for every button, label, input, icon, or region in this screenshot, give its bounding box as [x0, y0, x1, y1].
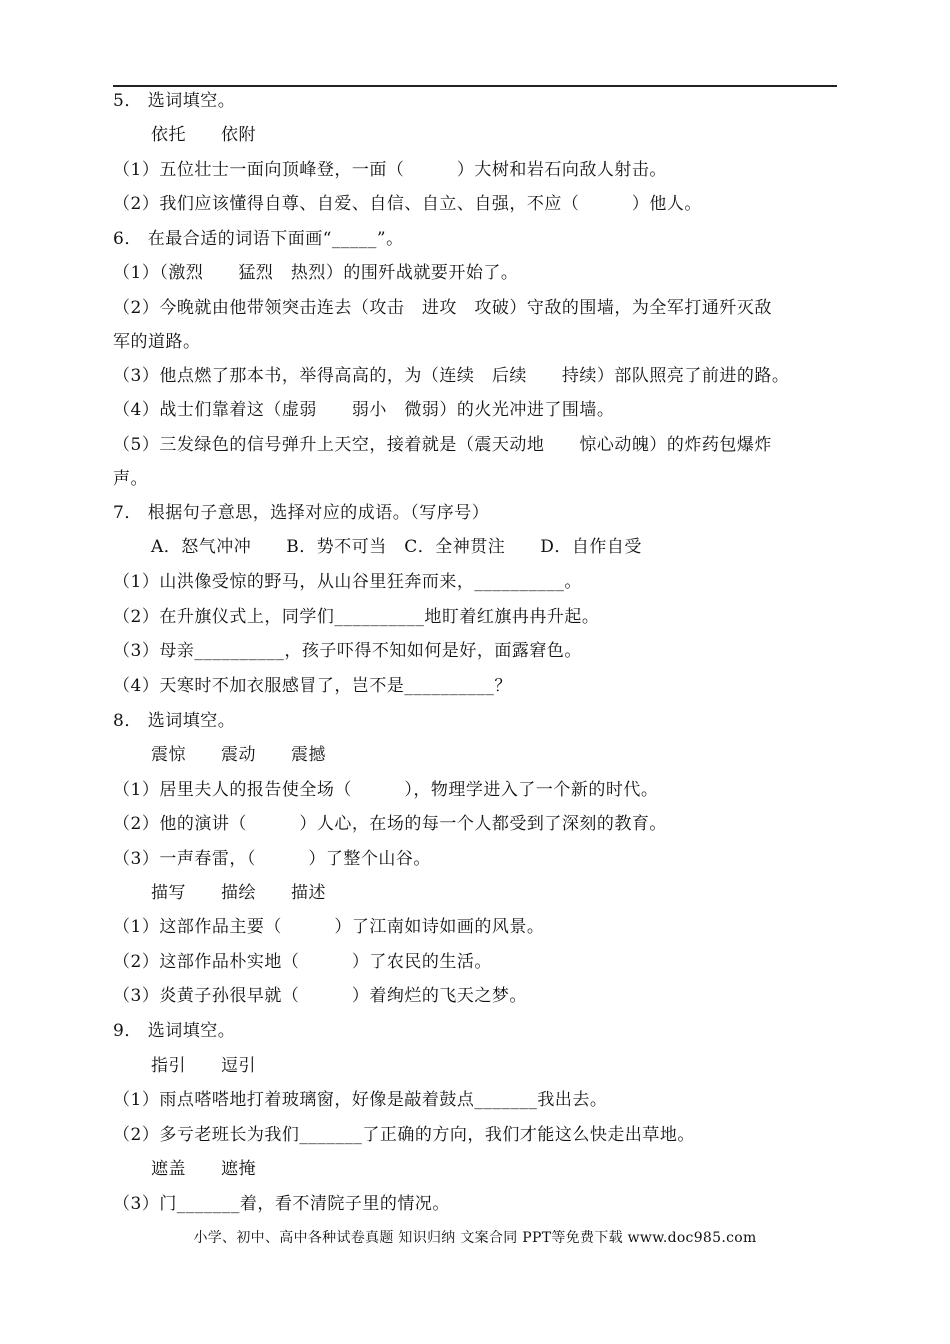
- question-item: （2）我们应该懂得自尊、自爱、自信、自立、自强，不应（ ）他人。: [113, 194, 702, 214]
- question-item-continued: 声。: [113, 469, 148, 489]
- question-item: （2）在升旗仪式上，同学们__________地盯着红旗冉冉升起。: [113, 607, 600, 627]
- question-item: （2）他的演讲（ ）人心，在场的每一个人都受到了深刻的教育。: [113, 814, 667, 834]
- word-options: 震惊 震动 震撼: [151, 745, 326, 765]
- question-8-heading: 8． 选词填空。: [113, 711, 236, 731]
- question-5-heading: 5． 选词填空。: [113, 91, 236, 111]
- question-7-heading: 7． 根据句子意思，选择对应的成语。（写序号）: [113, 503, 490, 523]
- word-options: 依托 依附: [151, 125, 256, 145]
- question-item: （2）这部作品朴实地（ ）了农民的生活。: [113, 952, 492, 972]
- top-rule: [113, 85, 837, 87]
- question-item: （3）母亲__________，孩子吓得不知如何是好，面露窘色。: [113, 641, 582, 661]
- question-item: （5）三发绿色的信号弹升上天空，接着就是（震天动地 惊心动魄）的炸药包爆炸: [113, 435, 772, 455]
- question-item: （1）山洪像受惊的野马，从山谷里狂奔而来，__________。: [113, 572, 582, 592]
- question-item: （1）五位壮士一面向顶峰登，一面（ ）大树和岩石向敌人射击。: [113, 160, 667, 180]
- question-item-continued: 军的道路。: [113, 332, 201, 352]
- word-options: 指引 逗引: [151, 1056, 256, 1076]
- question-9-heading: 9． 选词填空。: [113, 1021, 236, 1041]
- question-item: （1）居里夫人的报告使全场（ ），物理学进入了一个新的时代。: [113, 780, 659, 800]
- question-item: （1）（激烈 猛烈 热烈）的围歼战就要开始了。: [113, 263, 519, 283]
- question-6-heading: 6． 在最合适的词语下面画“_____”。: [113, 229, 404, 249]
- question-item: （1）这部作品主要（ ）了江南如诗如画的风景。: [113, 917, 545, 937]
- question-item: （2）今晚就由他带领突击连去（攻击 进攻 攻破）守敌的围墙，为全军打通歼灭敌: [113, 298, 772, 318]
- idiom-options: A．怒气冲冲 B．势不可当 C．全神贯注 D．自作自受: [151, 537, 642, 557]
- word-options: 遮盖 遮掩: [151, 1159, 256, 1179]
- question-item: （3）他点燃了那本书，举得高高的，为（连续 后续 持续）部队照亮了前进的路。: [113, 366, 790, 386]
- question-item: （4）天寒时不加衣服感冒了，岂不是__________？: [113, 676, 512, 696]
- question-item: （1）雨点嗒嗒地打着玻璃窗，好像是敲着鼓点_______我出去。: [113, 1090, 608, 1110]
- page-footer: 小学、初中、高中各种试卷真题 知识归纳 文案合同 PPT等免费下载 www.doc985.com: [193, 1230, 757, 1246]
- question-item: （4）战士们靠着这（虚弱 弱小 微弱）的火光冲进了围墙。: [113, 400, 615, 420]
- word-options: 描写 描绘 描述: [151, 883, 326, 903]
- question-item: （2）多亏老班长为我们_______了正确的方向，我们才能这么快走出草地。: [113, 1125, 695, 1145]
- question-item: （3）一声春雷，（ ）了整个山谷。: [113, 849, 431, 869]
- question-item: （3）炎黄子孙很早就（ ）着绚烂的飞天之梦。: [113, 986, 527, 1006]
- question-item: （3）门_______着，看不清院子里的情况。: [113, 1194, 450, 1214]
